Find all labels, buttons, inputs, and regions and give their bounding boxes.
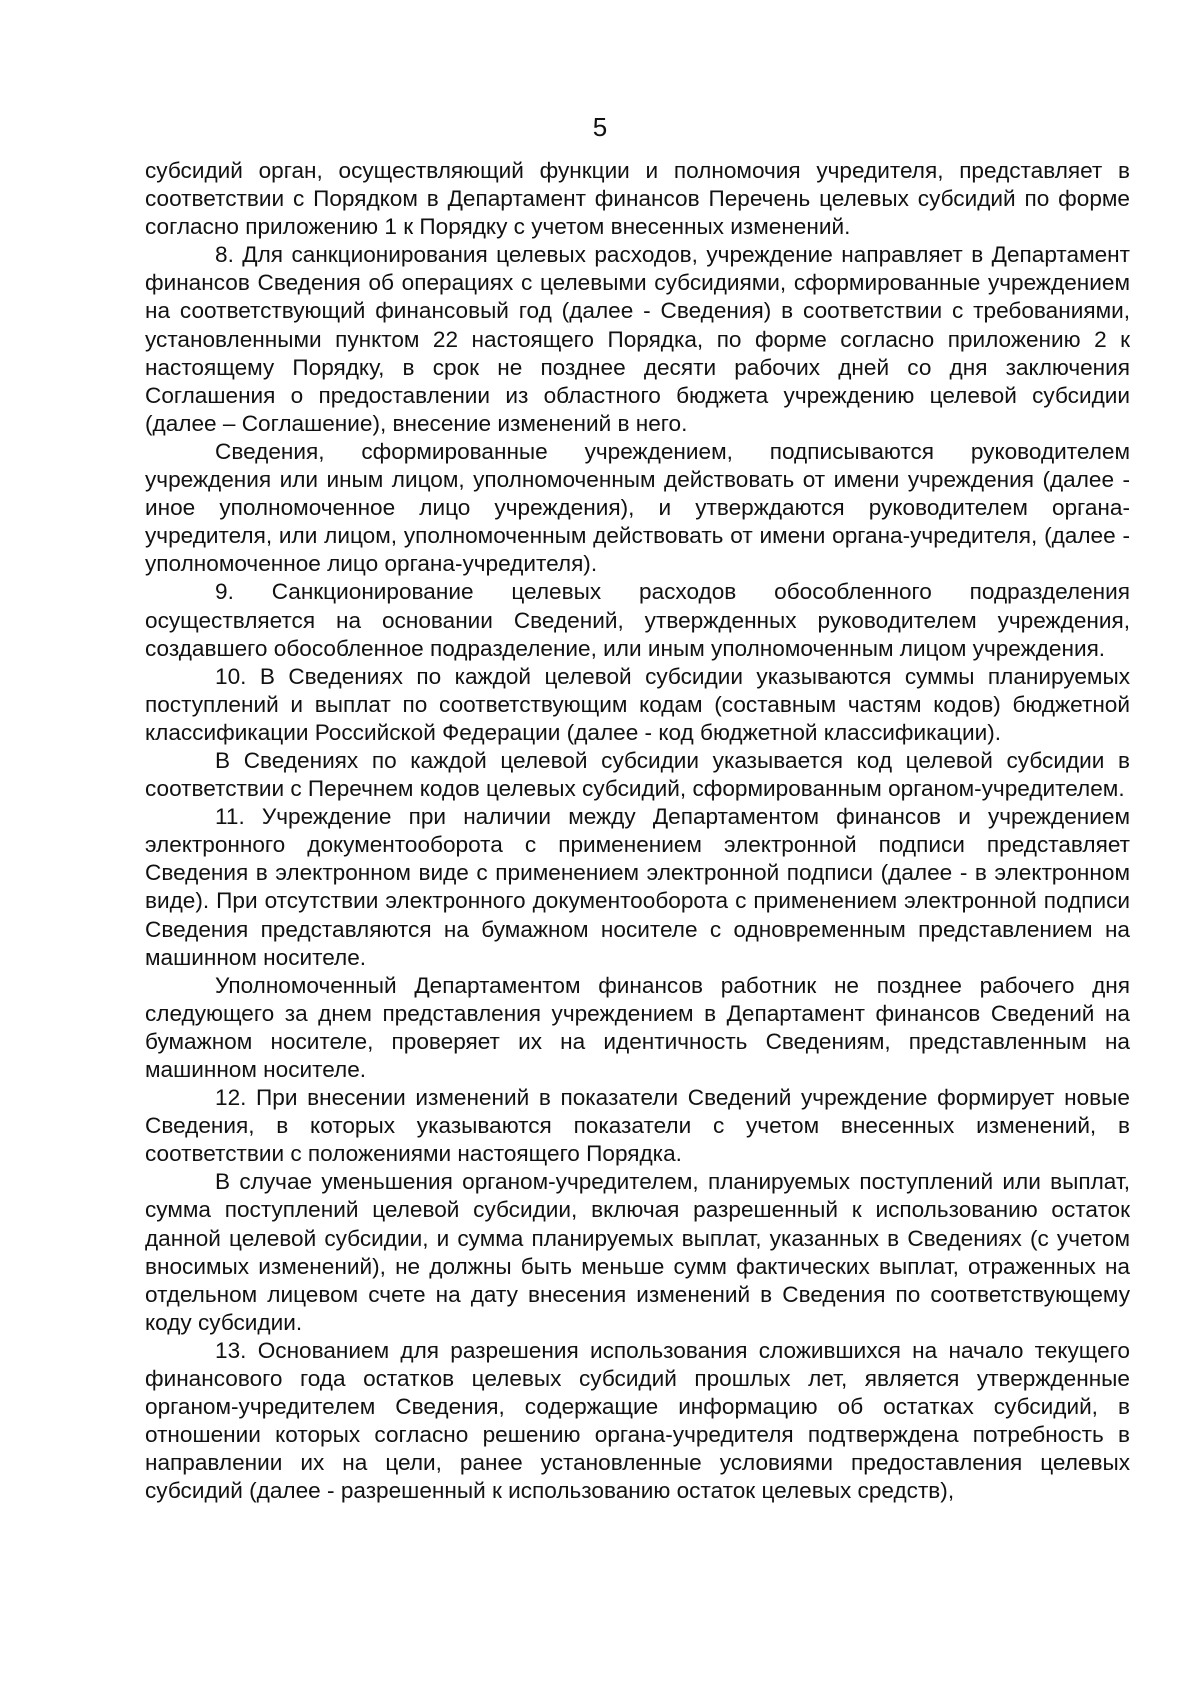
page-number: 5: [592, 112, 608, 142]
paragraph-signing: Сведения, сформированные учреждением, подписываются руководителем учреждения или иным лицом, уполномоченным действовать от имени учреждения (далее - иное уполномоченное лицо учреждения), и утверждаются руководителем органа-учредителя, или лицом, уполномоченным действовать от имени органа-учредителя, (далее - уполномоченное лицо органа-учредителя).: [145, 438, 1130, 577]
paragraph-reduction: В случае уменьшения органом-учредителем, планируемых поступлений или выплат, сумма поступлений целевой субсидии, включая разрешенный к использованию остаток данной целевой субсидии, и сумма планируемых выплат, указанных в Сведениях (с учетом вносимых изменений), не должны быть меньше сумм фактических выплат, отраженных на отдельном лицевом счете на дату внесения изменений в Сведения по соответствующему коду субсидии.: [145, 1169, 1130, 1335]
paragraph-item-13: 13. Основанием для разрешения использования сложившихся на начало текущего финансового года остатков целевых субсидий прошлых лет, является утвержденные органом-учредителем Сведения, содержащие информацию об остатках субсидий, в отношении которых согласно решению органа-учредителя подтверждена потребность в направлении их на цели, ранее установленные условиями предоставления целевых субсидий (далее - разрешенный к использованию остаток целевых средств),: [145, 1337, 1130, 1504]
paragraph-item-12: 12. При внесении изменений в показатели Сведений учреждение формирует новые Сведения, в которых указываются показатели с учетом внесенных изменений, в соответствии с положениями настоящего Порядка.: [145, 1085, 1130, 1167]
paragraph-verification: Уполномоченный Департаментом финансов работник не позднее рабочего дня следующего за днем представления учреждением в Департамент финансов Сведений на бумажном носителе, проверяет их на идентичность Сведениям, представленным на машинном носителе.: [145, 972, 1130, 1082]
paragraph-subsidy-code: В Сведениях по каждой целевой субсидии указывается код целевой субсидии в соответствии с Перечнем кодов целевых субсидий, сформированным органом-учредителем.: [145, 747, 1130, 802]
paragraph-continuation: субсидий орган, осуществляющий функции и полномочия учредителя, представляет в соответствии с Порядком в Департамент финансов Перечень целевых субсидий по форме согласно приложению 1 к Порядку с учетом внесенных изменений.: [145, 158, 1130, 240]
paragraph-item-8: 8. Для санкционирования целевых расходов, учреждение направляет в Департамент финансов Сведения об операциях с целевыми субсидиями, сформированные учреждением на соответствующий финансовый год (далее - Сведения) в соответствии с требованиями, установленными пунктом 22 настоящего Порядка, по форме согласно приложению 2 к настоящему Порядку, в срок не позднее десяти рабочих дней со дня заключения Соглашения о предоставлении из областного бюджета учреждению целевой субсидии (далее – Соглашение), внесение изменений в него.: [145, 242, 1130, 436]
paragraph-item-9: 9. Санкционирование целевых расходов обособленного подразделения осуществляется на основании Сведений, утвержденных руководителем учреждения, создавшего обособленное подразделение, или иным уполномоченным лицом учреждения.: [145, 579, 1130, 661]
document-body: [145, 157, 1130, 1506]
paragraph-item-10: 10. В Сведениях по каждой целевой субсидии указываются суммы планируемых поступлений и выплат по соответствующим кодам (составным частям кодов) бюджетной классификации Российской Федерации (далее - код бюджетной классификации).: [145, 663, 1130, 745]
paragraph-item-11: 11. Учреждение при наличии между Департаментом финансов и учреждением электронного документооборота с применением электронной подписи представляет Сведения в электронном виде с применением электронной подписи (далее - в электронном виде). При отсутствии электронного документооборота с применением электронной подписи Сведения представляются на бумажном носителе с одновременным представлением на машинном носителе.: [145, 804, 1130, 970]
